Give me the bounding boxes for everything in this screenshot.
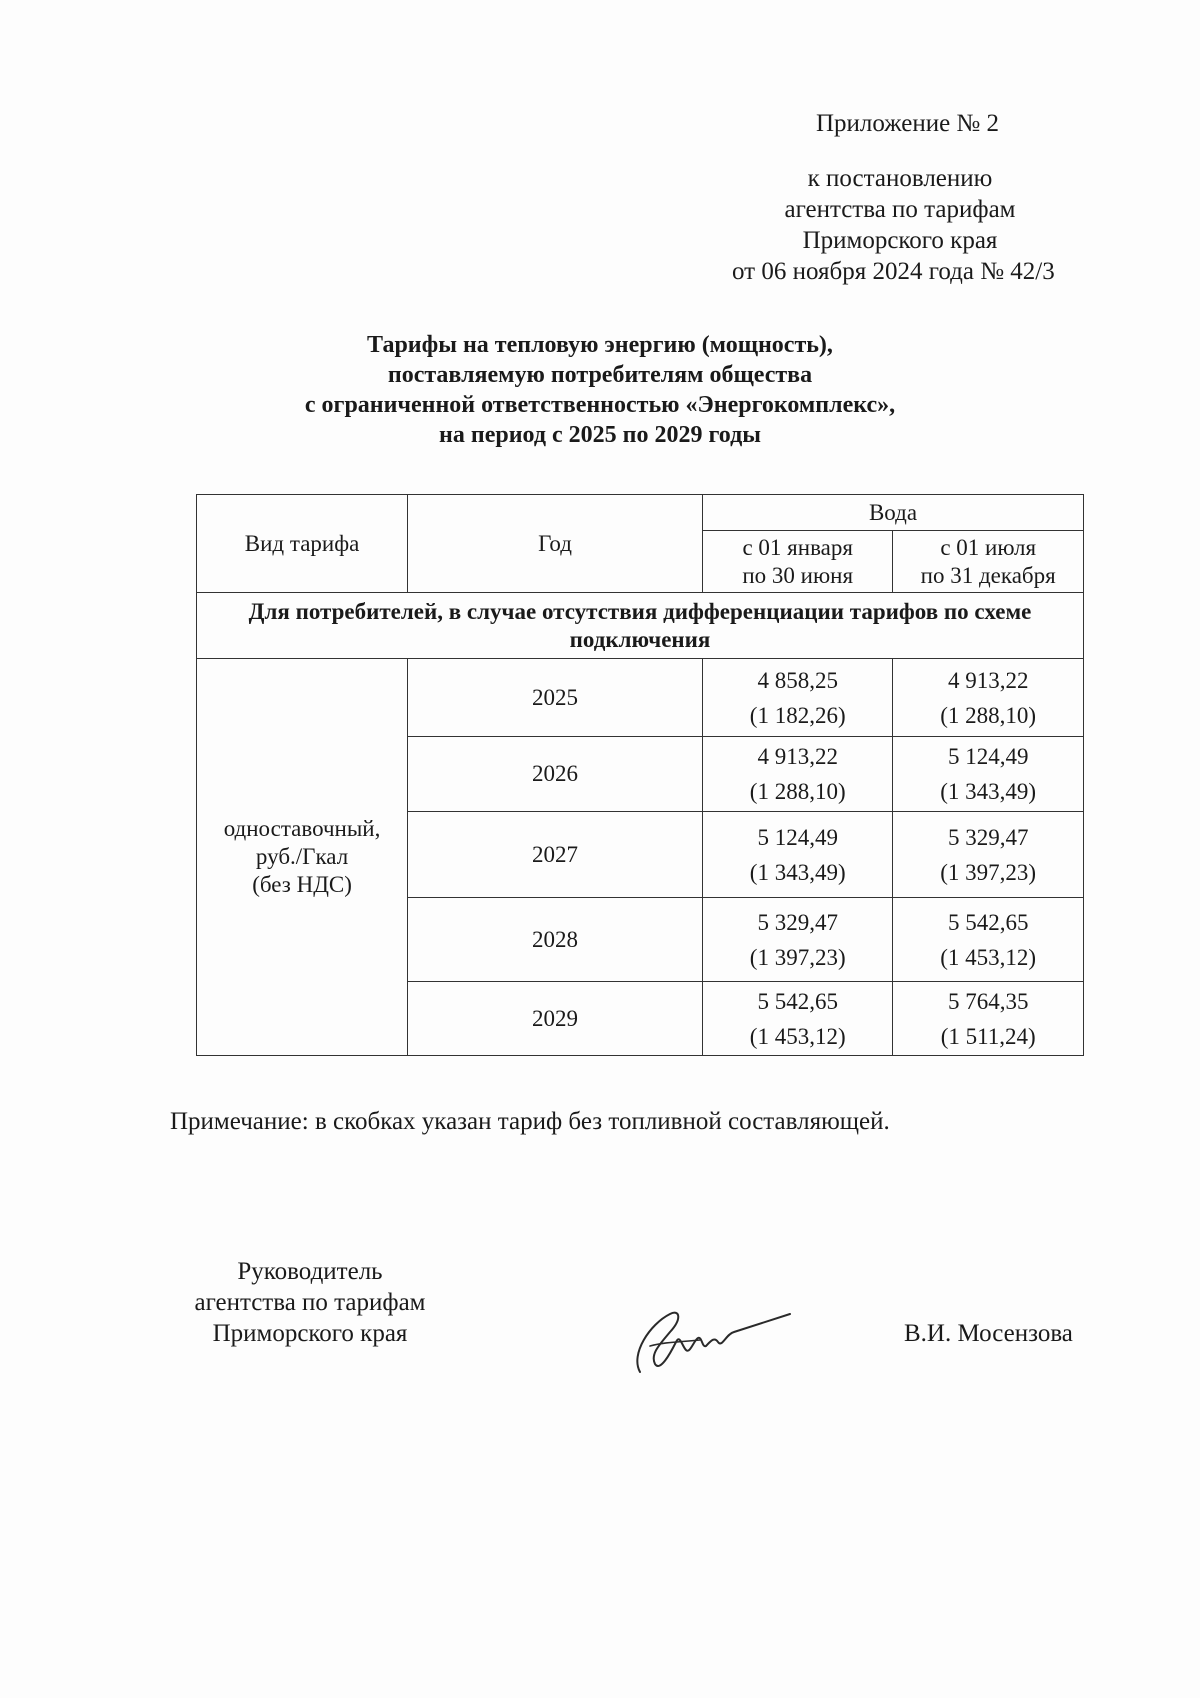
header-period-2-line: по 31 декабря <box>920 562 1056 588</box>
tariff-value: 5 329,47 <box>947 824 1029 850</box>
appendix-line: Приморского края <box>802 227 998 254</box>
signatory-position-line: Приморского края <box>212 1320 408 1347</box>
tariff-value-excl-fuel: (1 397,23) <box>940 859 1037 885</box>
tariff-value: 4 913,22 <box>757 744 838 769</box>
tariff-value-cell <box>893 737 1084 812</box>
tariff-value: 5 764,35 <box>947 988 1029 1014</box>
tariff-value-excl-fuel: (1 288,10) <box>749 779 846 804</box>
table-row <box>197 659 1084 737</box>
tariff-value-excl-fuel: (1 343,49) <box>749 859 846 885</box>
tariff-value-excl-fuel: (1 511,24) <box>940 1023 1036 1049</box>
header-period-2 <box>893 531 1084 593</box>
tariff-value-excl-fuel: (1 453,12) <box>940 944 1037 970</box>
signatory-position <box>160 1256 460 1349</box>
tariff-value-excl-fuel: (1 397,23) <box>749 944 846 970</box>
section-title: Для потребителей, в случае отсутствия дифференциации тарифов по схеме подключения <box>197 593 1084 659</box>
tariff-value-cell <box>893 898 1084 982</box>
tariff-value-cell <box>893 982 1084 1056</box>
tariff-value-cell <box>703 982 893 1056</box>
tariff-table <box>196 494 1084 1056</box>
tariff-value: 5 329,47 <box>757 909 838 935</box>
signatory-name: В.И. Мосензова <box>904 1320 1073 1347</box>
tariff-value: 5 124,49 <box>757 824 838 850</box>
tariff-value-cell <box>893 659 1084 737</box>
tariff-value: 4 858,25 <box>757 667 838 693</box>
tariff-value-cell <box>703 659 893 737</box>
signatory-position-line: агентства по тарифам <box>194 1289 426 1316</box>
tariff-label-line: одноставочный, <box>223 816 381 841</box>
tariff-value: 5 542,65 <box>947 909 1029 935</box>
appendix-reference <box>700 163 1100 287</box>
footnote: Примечание: в скобках указан тариф без топливной составляющей. <box>170 1108 890 1135</box>
tariff-value-cell <box>893 812 1084 898</box>
tariff-value-cell <box>703 898 893 982</box>
tariff-value-excl-fuel: (1 182,26) <box>749 702 846 728</box>
tariff-label-line: руб./Гкал <box>255 844 349 869</box>
appendix-line: к постановлению <box>807 165 993 192</box>
section-row <box>197 593 1084 659</box>
tariff-value: 5 542,65 <box>757 988 838 1014</box>
year-cell: 2027 <box>408 812 703 898</box>
appendix-date-line: от 06 ноября 2024 года № 42/3 <box>732 258 1055 285</box>
appendix-line: агентства по тарифам <box>784 196 1016 223</box>
tariff-value-excl-fuel: (1 453,12) <box>749 1023 846 1049</box>
header-period-1-line: по 30 июня <box>742 562 854 588</box>
tariff-label-line: (без НДС) <box>252 872 352 897</box>
header-period-1-line: с 01 января <box>742 534 853 560</box>
tariff-type-cell <box>197 659 408 1056</box>
appendix-header <box>700 108 1100 287</box>
header-period-2-line: с 01 июля <box>940 534 1037 560</box>
signature-image <box>610 1284 800 1384</box>
header-period-1 <box>703 531 893 593</box>
tariff-value-excl-fuel: (1 288,10) <box>940 702 1037 728</box>
title-line: на период с 2025 по 2029 годы <box>439 422 761 448</box>
year-cell: 2029 <box>408 982 703 1056</box>
tariff-value-cell <box>703 812 893 898</box>
tariff-value: 5 124,49 <box>947 744 1029 769</box>
year-cell: 2028 <box>408 898 703 982</box>
tariff-value-excl-fuel: (1 343,49) <box>940 779 1037 804</box>
signatory-position-line: Руководитель <box>237 1258 383 1285</box>
header-tariff-type: Вид тарифа <box>197 495 408 593</box>
header-water: Вода <box>703 495 1084 531</box>
document-title <box>150 330 1050 450</box>
table-header-row <box>197 495 1084 531</box>
title-line: с ограниченной ответственностью «Энергокомплекс», <box>304 392 896 418</box>
tariff-value-cell <box>703 737 893 812</box>
year-cell: 2026 <box>408 737 703 812</box>
title-line: Тарифы на тепловую энергию (мощность), <box>367 332 833 358</box>
appendix-title: Приложение № 2 <box>816 110 1000 137</box>
title-line: поставляемую потребителям общества <box>387 362 813 388</box>
header-year: Год <box>408 495 703 593</box>
tariff-value: 4 913,22 <box>947 667 1029 693</box>
year-cell: 2025 <box>408 659 703 737</box>
